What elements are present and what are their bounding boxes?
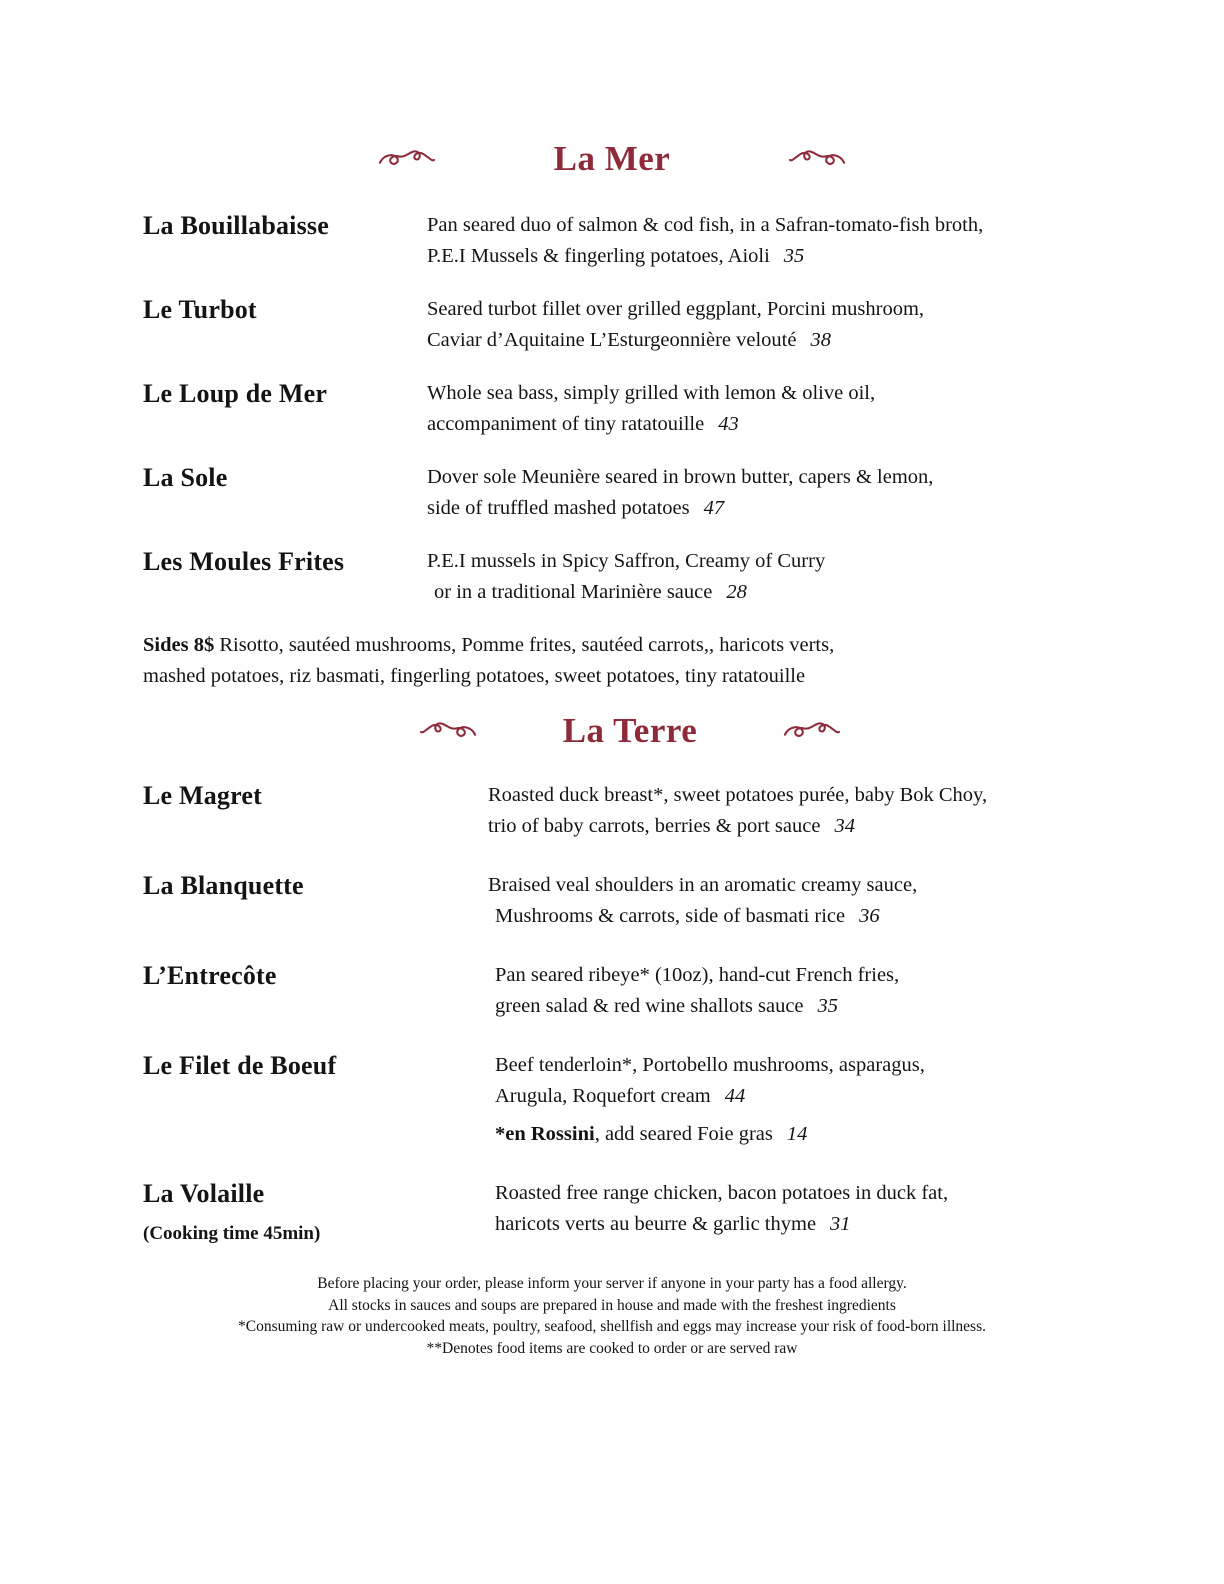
- item-desc-line: [488, 991, 1164, 1022]
- item-desc-line: [488, 1209, 1164, 1240]
- item-name-col: [143, 780, 488, 811]
- item-name: La Blanquette: [143, 871, 304, 900]
- menu-item-le-magret: [0, 780, 1224, 842]
- item-price: 36: [859, 905, 880, 927]
- item-price: 47: [703, 497, 725, 519]
- flourish-icon: [788, 146, 846, 172]
- footer-notes: [0, 1273, 1224, 1359]
- menu-item-la-volaille: [0, 1178, 1224, 1245]
- item-price: 35: [817, 995, 839, 1017]
- item-name-col: [143, 210, 427, 241]
- item-desc-text: side of truffled mashed potatoes: [427, 497, 690, 519]
- flourish-icon: [419, 718, 477, 744]
- sides-line2: mashed potatoes, riz basmati, fingerling potatoes, sweet potatoes, tiny ratatouille: [143, 665, 806, 687]
- sides-line1: Risotto, sautéed mushrooms, Pomme frites, sautéed carrots,, haricots verts,: [219, 634, 835, 656]
- item-desc-col: [488, 960, 1164, 1022]
- item-name: Le Turbot: [143, 295, 257, 324]
- item-price: 35: [783, 245, 805, 267]
- item-price: 44: [724, 1085, 746, 1107]
- item-desc-text: haricots verts au beurre & garlic thyme: [495, 1213, 817, 1235]
- menu-item-le-filet-de-boeuf: [0, 1050, 1224, 1150]
- item-name-col: [143, 960, 488, 991]
- item-desc-text: Arugula, Roquefort cream: [495, 1085, 711, 1107]
- section-header-la-terre: [36, 708, 1224, 754]
- item-name-col: [143, 294, 427, 325]
- menu-item-la-bouillabaisse: [0, 210, 1224, 272]
- item-desc-col: [427, 546, 1164, 608]
- footer-stocks-note: All stocks in sauces and soups are prepared in house and made with the freshest ingredients: [328, 1296, 896, 1314]
- menu-item-le-turbot: [0, 294, 1224, 356]
- section-la-terre: [0, 708, 1224, 1245]
- item-price: 31: [830, 1213, 851, 1235]
- item-desc-line: Pan seared ribeye* (10oz), hand-cut French fries,: [495, 964, 900, 986]
- item-name: La Sole: [143, 463, 228, 492]
- item-desc-line: Dover sole Meunière seared in brown butter, capers & lemon,: [427, 466, 934, 488]
- supplement-text: , add seared Foie gras: [594, 1123, 773, 1145]
- item-desc-line: Braised veal shoulders in an aromatic creamy sauce,: [488, 874, 918, 896]
- item-desc-line: [488, 1081, 1164, 1112]
- item-desc-line: Beef tenderloin*, Portobello mushrooms, asparagus,: [495, 1054, 925, 1076]
- item-desc-line: P.E.I mussels in Spicy Saffron, Creamy of Curry: [427, 550, 826, 572]
- item-desc-col: [427, 294, 1164, 356]
- item-desc-text: Caviar d’Aquitaine L’Esturgeonnière velouté: [427, 329, 797, 351]
- item-price: 38: [810, 329, 831, 351]
- item-desc-col: [427, 462, 1164, 524]
- sides-label: Sides 8$: [143, 634, 215, 656]
- item-desc-col: [488, 1050, 1164, 1150]
- footer-denotes-note: **Denotes food items are cooked to order or are served raw: [426, 1339, 798, 1357]
- item-price: 34: [834, 815, 855, 837]
- menu-item-les-moules-frites: [0, 546, 1224, 608]
- item-desc-text: or in a traditional Marinière sauce: [434, 581, 713, 603]
- item-desc-text: green salad & red wine shallots sauce: [495, 995, 804, 1017]
- item-cooking-time: (Cooking time 45min): [143, 1223, 321, 1244]
- flourish-icon: [378, 146, 436, 172]
- item-name: Le Loup de Mer: [143, 379, 328, 408]
- item-desc-line: [427, 493, 1164, 524]
- menu-item-la-blanquette: [0, 870, 1224, 932]
- item-desc-col: [488, 1178, 1164, 1240]
- supplement-label: *en Rossini: [495, 1123, 595, 1145]
- item-desc-col: [427, 378, 1164, 440]
- item-name: La Volaille: [143, 1179, 265, 1208]
- item-name: Le Filet de Boeuf: [143, 1051, 337, 1080]
- item-name-col: [143, 870, 488, 901]
- item-desc-line: Seared turbot fillet over grilled eggplant, Porcini mushroom,: [427, 298, 925, 320]
- item-desc-text: Mushrooms & carrots, side of basmati rice: [495, 905, 846, 927]
- sides-text: [143, 630, 1164, 692]
- item-desc-line: [488, 901, 1164, 932]
- item-desc-line: Pan seared duo of salmon & cod fish, in a Safran-tomato-fish broth,: [427, 214, 984, 236]
- item-desc-col: [427, 210, 1164, 272]
- item-desc-text: accompaniment of tiny ratatouille: [427, 413, 705, 435]
- item-desc-line: [427, 409, 1164, 440]
- item-desc-line: [427, 577, 1164, 608]
- item-desc-line: [427, 241, 1164, 272]
- item-desc-text: P.E.I Mussels & fingerling potatoes, Aioli: [427, 245, 770, 267]
- item-name-col: [143, 378, 427, 409]
- item-price: 28: [726, 581, 747, 603]
- item-name: Les Moules Frites: [143, 547, 345, 576]
- item-desc-line: [427, 325, 1164, 356]
- item-desc-col: [488, 870, 1164, 932]
- item-name-col: [143, 546, 427, 577]
- item-name: Le Magret: [143, 781, 262, 810]
- item-name: La Bouillabaisse: [143, 211, 329, 240]
- sides-note: [143, 630, 1164, 692]
- item-name-col: [143, 462, 427, 493]
- section-la-mer: [0, 136, 1224, 692]
- section-title-la-mer: La Mer: [553, 139, 671, 178]
- item-name: L’Entrecôte: [143, 961, 277, 990]
- item-name-col: [143, 1178, 488, 1245]
- flourish-icon: [783, 718, 841, 744]
- item-desc-text: trio of baby carrots, berries & port sauce: [488, 815, 821, 837]
- menu-item-le-loup-de-mer: [0, 378, 1224, 440]
- section-title-la-terre: La Terre: [562, 711, 698, 750]
- item-desc-col: [488, 780, 1164, 842]
- item-supplement-line: [488, 1119, 1164, 1150]
- section-header-la-mer: [0, 136, 1224, 182]
- item-desc-line: Roasted duck breast*, sweet potatoes purée, baby Bok Choy,: [488, 784, 988, 806]
- supplement-price: 14: [786, 1123, 808, 1145]
- footer-raw-warning: *Consuming raw or undercooked meats, poultry, seafood, shellfish and eggs may increase your risk of food-born illness.: [238, 1318, 986, 1335]
- item-desc-line: Roasted free range chicken, bacon potatoes in duck fat,: [495, 1182, 949, 1204]
- menu-item-la-sole: [0, 462, 1224, 524]
- item-desc-line: [488, 811, 1164, 842]
- item-price: 43: [718, 413, 739, 435]
- footer-allergy-note: Before placing your order, please inform your server if anyone in your party has a food allergy.: [317, 1275, 907, 1292]
- item-desc-line: Whole sea bass, simply grilled with lemon & olive oil,: [427, 382, 876, 404]
- menu-item-l-entrecote: [0, 960, 1224, 1022]
- item-name-col: [143, 1050, 488, 1081]
